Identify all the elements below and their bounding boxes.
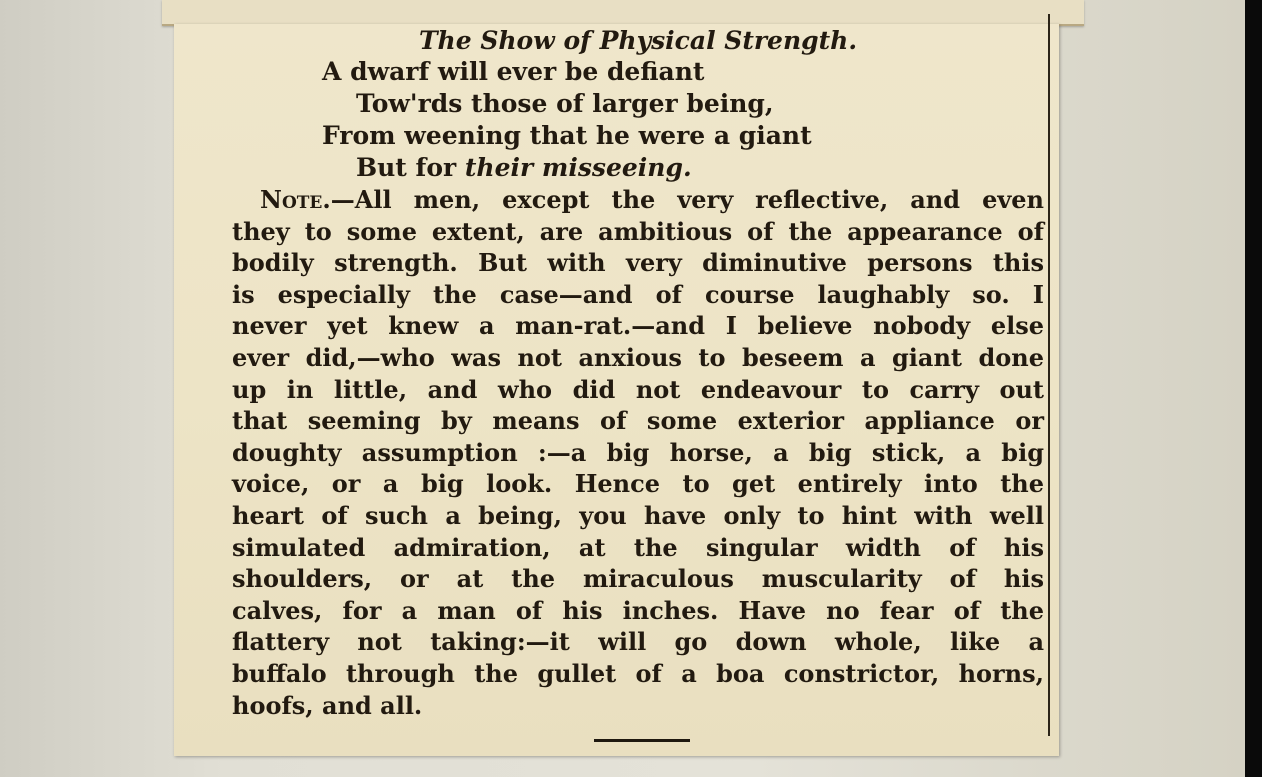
note-line: shoulders, or at the miraculous muscularity of his (232, 564, 1044, 594)
dark-page-edge (1245, 0, 1262, 777)
note-line: ever did,—who was not anxious to beseem a giant done (232, 342, 1044, 372)
verse-line: From weening that he were a giant (322, 121, 812, 150)
verse-line: Tow'rds those of larger being, (356, 89, 774, 118)
verse-italic-phrase: their misseeing. (464, 153, 692, 182)
verse-stanza (232, 56, 1044, 184)
clipping-title: The Show of Physical Strength. (418, 26, 858, 55)
note-line: Note.—All men, except the very reflective, and even (260, 185, 1044, 214)
newspaper-clipping (174, 24, 1059, 756)
note-line: hoofs, and all. (232, 690, 423, 720)
top-clipping-strip (162, 0, 1084, 26)
note-line: simulated admiration, at the singular width of his (232, 532, 1044, 562)
verse-line: But for their misseeing. (356, 153, 692, 182)
note-line: buffalo through the gullet of a boa constrictor, horns, (232, 658, 1044, 688)
note-label: Note. (260, 185, 331, 214)
note-line: bodily strength. But with very diminutive persons this (232, 248, 1044, 278)
column-rule (1048, 14, 1050, 736)
note-line: flattery not taking:—it will go down whole, like a (232, 627, 1044, 657)
note-line: doughty assumption :—a big horse, a big stick, a big (232, 437, 1044, 467)
note-line: they to some extent, are ambitious of the appearance of (232, 216, 1044, 246)
note-line: up in little, and who did not endeavour to carry out (232, 374, 1044, 404)
section-divider-rule (594, 739, 690, 742)
note-line: heart of such a being, you have only to hint with well (232, 500, 1044, 530)
note-line: voice, or a big look. Hence to get entirely into the (232, 469, 1044, 499)
note-line: never yet knew a man-rat.—and I believe nobody else (232, 311, 1044, 341)
note-paragraph (232, 184, 1044, 721)
note-line: is especially the case—and of course laughably so. I (232, 279, 1044, 309)
note-line: calves, for a man of his inches. Have no fear of the (232, 595, 1044, 625)
note-line: that seeming by means of some exterior appliance or (232, 406, 1044, 436)
verse-line: A dwarf will ever be defiant (322, 57, 705, 86)
